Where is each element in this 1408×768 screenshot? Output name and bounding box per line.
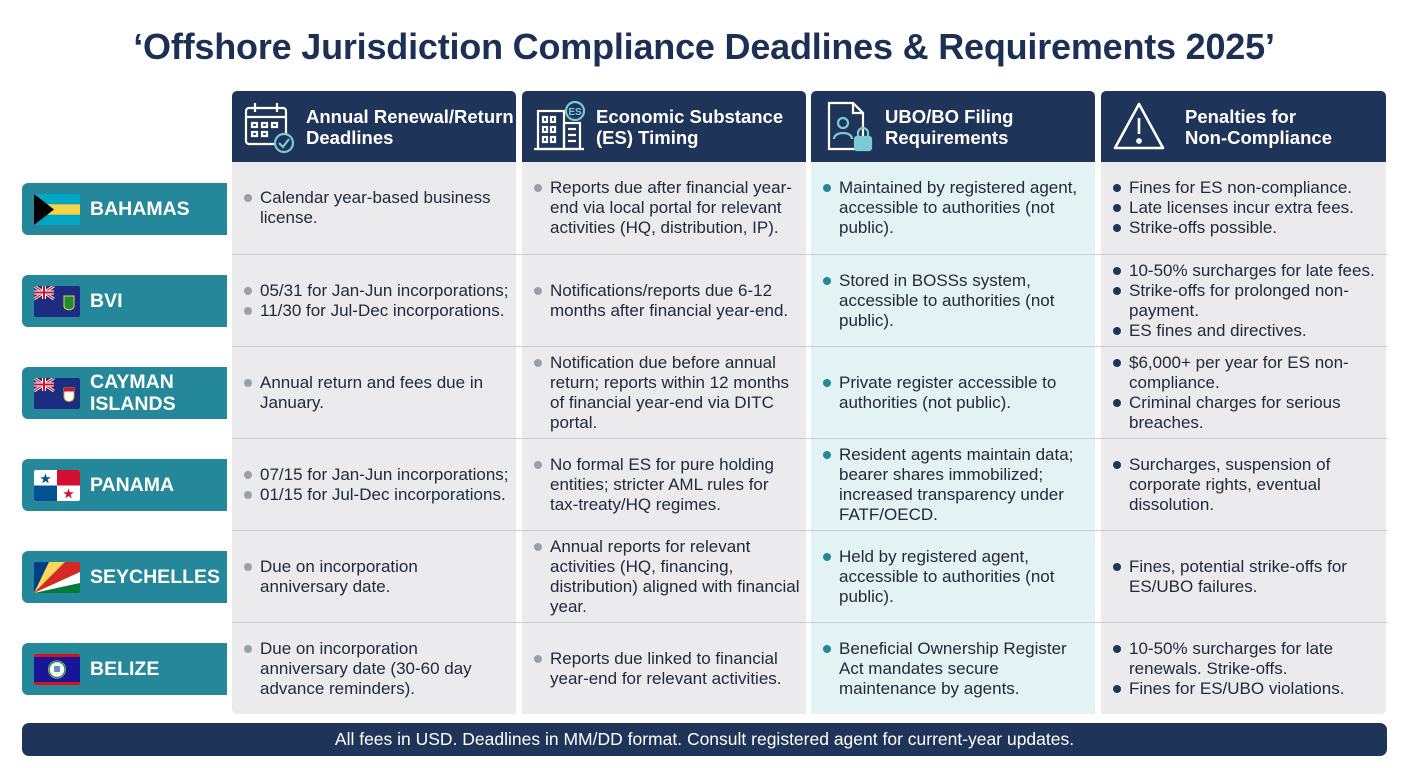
ubo-cell bbox=[811, 162, 1095, 254]
bullet-item: Criminal charges for serious breaches. bbox=[1113, 393, 1380, 433]
bahamas-flag-icon bbox=[34, 194, 80, 225]
seychelles-flag-icon bbox=[34, 562, 80, 593]
column-header-title: (ES) Timing bbox=[596, 126, 699, 148]
ubo-cell bbox=[811, 623, 1095, 714]
row-label-bahamas bbox=[22, 183, 227, 235]
bullet-item: 07/15 for Jan-Jun incorporations; bbox=[244, 465, 510, 485]
column-header-title: Annual Renewal/Return bbox=[306, 105, 514, 127]
bullet-item: Fines for ES non-compliance. bbox=[1113, 178, 1380, 198]
penalties-cell bbox=[1101, 162, 1386, 254]
es-timing-cell bbox=[522, 347, 806, 438]
bullet-item: $6,000+ per year for ES non-compliance. bbox=[1113, 353, 1380, 393]
penalties-cell bbox=[1101, 439, 1386, 530]
bullet-item: Held by registered agent, accessible to authorities (not public). bbox=[823, 547, 1089, 607]
es-timing-cell bbox=[522, 255, 806, 346]
bullet-item: Reports due after financial year-end via local portal for relevant activities (HQ, distribution, IP). bbox=[534, 178, 800, 238]
row-label-cayman-islands bbox=[22, 367, 227, 419]
column-header-penalties bbox=[1101, 91, 1386, 162]
column-header-title: Requirements bbox=[885, 126, 1009, 148]
country-name: BAHAMAS bbox=[90, 198, 190, 220]
country-name: PANAMA bbox=[90, 474, 175, 496]
renewal-cell bbox=[232, 439, 516, 530]
ubo-cell bbox=[811, 531, 1095, 622]
renewal-cell bbox=[232, 162, 516, 254]
bullet-item: Private register accessible to authorities (not public). bbox=[823, 373, 1089, 413]
bullet-item: Due on incorporation anniversary date (30-60 day advance reminders). bbox=[244, 639, 510, 699]
bullet-item: Notifications/reports due 6-12 months after financial year-end. bbox=[534, 281, 800, 321]
country-name: SEYCHELLES bbox=[90, 566, 221, 588]
bullet-item: Annual return and fees due in January. bbox=[244, 373, 510, 413]
bullet-item: Resident agents maintain data; bearer shares immobilized; increased transparency under FATF/OECD. bbox=[823, 445, 1089, 525]
renewal-cell bbox=[232, 255, 516, 346]
bvi-flag-icon bbox=[34, 286, 80, 317]
bullet-item: Reports due linked to financial year-end for relevant activities. bbox=[534, 649, 800, 689]
ubo-cell bbox=[811, 439, 1095, 530]
bullet-item: Beneficial Ownership Register Act mandates secure maintenance by agents. bbox=[823, 639, 1089, 699]
renewal-cell bbox=[232, 623, 516, 714]
bullet-item: No formal ES for pure holding entities; stricter AML rules for tax-treaty/HQ regimes. bbox=[534, 455, 800, 515]
bullet-item: Calendar year-based business license. bbox=[244, 188, 510, 228]
cayman-flag-icon bbox=[34, 378, 80, 409]
column-header-title: Economic Substance bbox=[596, 105, 784, 127]
renewal-cell bbox=[232, 531, 516, 622]
country-name: CAYMAN bbox=[90, 371, 174, 393]
calendar-check-icon bbox=[242, 99, 298, 155]
panama-flag-icon bbox=[34, 470, 80, 501]
es-timing-cell bbox=[522, 439, 806, 530]
office-building-es-icon bbox=[532, 99, 588, 155]
es-timing-cell bbox=[522, 623, 806, 714]
column-header-title: Penalties for bbox=[1185, 105, 1297, 127]
bullet-item: Fines for ES/UBO violations. bbox=[1113, 679, 1380, 699]
ubo-cell bbox=[811, 347, 1095, 438]
bullet-item: Stored in BOSSs system, accessible to authorities (not public). bbox=[823, 271, 1089, 331]
bullet-item: Annual reports for relevant activities (HQ, financing, distribution) aligned with financial year. bbox=[534, 537, 800, 617]
penalties-cell bbox=[1101, 623, 1386, 714]
column-header-renewal bbox=[232, 91, 516, 162]
column-header-title: Non-Compliance bbox=[1185, 126, 1332, 148]
country-name: BVI bbox=[90, 290, 123, 312]
penalties-cell bbox=[1101, 255, 1386, 346]
footer-note: All fees in USD. Deadlines in MM/DD format. Consult registered agent for current-year updates. bbox=[22, 723, 1387, 756]
bullet-item: Strike-offs for prolonged non-payment. bbox=[1113, 281, 1380, 321]
bullet-item: 05/31 for Jan-Jun incorporations; bbox=[244, 281, 510, 301]
bullet-item: ES fines and directives. bbox=[1113, 321, 1380, 341]
row-label-bvi bbox=[22, 275, 227, 327]
bullet-item: Strike-offs possible. bbox=[1113, 218, 1380, 238]
belize-flag-icon bbox=[34, 654, 80, 685]
document-person-lock-icon bbox=[821, 99, 877, 155]
column-header-ubo bbox=[811, 91, 1095, 162]
bullet-item: 11/30 for Jul-Dec incorporations. bbox=[244, 301, 510, 321]
bullet-item: 10-50% surcharges for late fees. bbox=[1113, 261, 1380, 281]
row-label-seychelles bbox=[22, 551, 227, 603]
es-timing-cell bbox=[522, 162, 806, 254]
svg-text:ES: ES bbox=[568, 106, 582, 118]
renewal-cell bbox=[232, 347, 516, 438]
bullet-item: 10-50% surcharges for late renewals. Strike-offs. bbox=[1113, 639, 1380, 679]
column-header-es bbox=[522, 91, 806, 162]
penalties-cell bbox=[1101, 531, 1386, 622]
column-header-title: Deadlines bbox=[306, 126, 394, 148]
page-title: ‘Offshore Jurisdiction Compliance Deadlines & Requirements 2025’ bbox=[133, 26, 1275, 67]
bullet-item: Maintained by registered agent, accessible to authorities (not public). bbox=[823, 178, 1089, 238]
bullet-item: 01/15 for Jul-Dec incorporations. bbox=[244, 485, 510, 505]
warning-triangle-icon bbox=[1111, 99, 1167, 155]
es-timing-cell bbox=[522, 531, 806, 622]
bullet-item: Late licenses incur extra fees. bbox=[1113, 198, 1380, 218]
ubo-cell bbox=[811, 255, 1095, 346]
bullet-item: Due on incorporation anniversary date. bbox=[244, 557, 510, 597]
bullet-item: Surcharges, suspension of corporate rights, eventual dissolution. bbox=[1113, 455, 1380, 515]
country-name: ISLANDS bbox=[90, 393, 176, 415]
row-label-belize bbox=[22, 643, 227, 695]
bullet-item: Fines, potential strike-offs for ES/UBO failures. bbox=[1113, 557, 1380, 597]
bullet-item: Notification due before annual return; reports within 12 months of financial year-end via DITC portal. bbox=[534, 353, 800, 433]
country-name: BELIZE bbox=[90, 658, 160, 680]
penalties-cell bbox=[1101, 347, 1386, 438]
column-header-title: UBO/BO Filing bbox=[885, 105, 1014, 127]
row-label-panama bbox=[22, 459, 227, 511]
